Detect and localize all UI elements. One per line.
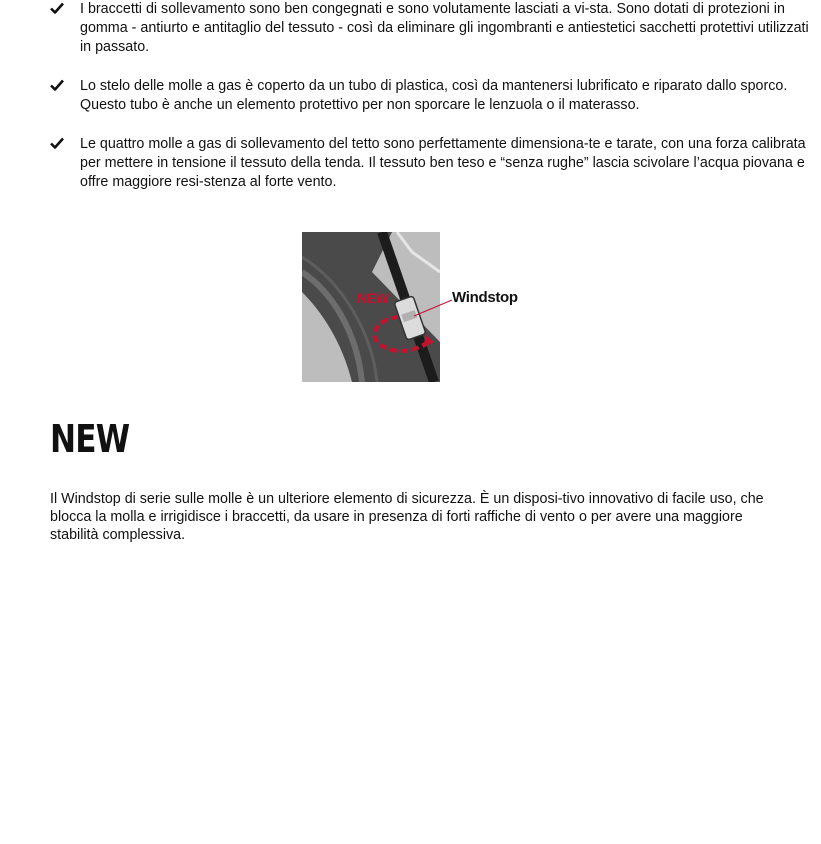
callout-leader-line bbox=[302, 232, 532, 382]
feature-list bbox=[50, 0, 810, 212]
check-icon bbox=[50, 2, 64, 14]
list-item-text: Le quattro molle a gas di sollevamento del tetto sono perfettamente dimensiona-te e tarate, con una forza calibrata per mettere in tensione il tessuto della tenda. Il tessuto ben teso e “senza rughe” lascia scivolare l’acqua piovana e offre maggiore resi-stenza al forte vento. bbox=[80, 136, 806, 190]
list-item bbox=[50, 0, 810, 57]
windstop-callout-label: Windstop bbox=[452, 289, 518, 306]
windstop-figure bbox=[302, 232, 532, 382]
section-heading: NEW bbox=[50, 417, 130, 461]
new-tag: NEW bbox=[357, 290, 389, 306]
list-item bbox=[50, 77, 810, 115]
check-icon bbox=[50, 137, 64, 149]
list-item-text: I braccetti di sollevamento sono ben congegnati e sono volutamente lasciati a vi-sta. Sono dotati di protezioni in gomma - antiurto e antitaglio del tessuto - così da eliminare gli ingombranti e antiestetici sacchetti protettivi utilizzati in passato. bbox=[80, 1, 809, 55]
list-item bbox=[50, 135, 810, 192]
windstop-description: Il Windstop di serie sulle molle è un ulteriore elemento di sicurezza. È un disposi-tivo innovativo di facile uso, che blocca la molla e irrigidisce i braccetti, da usare in presenza di forti raffiche di vento o per avere una maggiore stabilità complessiva. bbox=[50, 491, 764, 543]
check-icon bbox=[50, 79, 64, 91]
list-item-text: Lo stelo delle molle a gas è coperto da un tubo di plastica, così da mantenersi lubrificato e riparato dallo sporco. Questo tubo è anche un elemento protettivo per non sporcare le lenzuola o il materasso. bbox=[80, 78, 788, 113]
